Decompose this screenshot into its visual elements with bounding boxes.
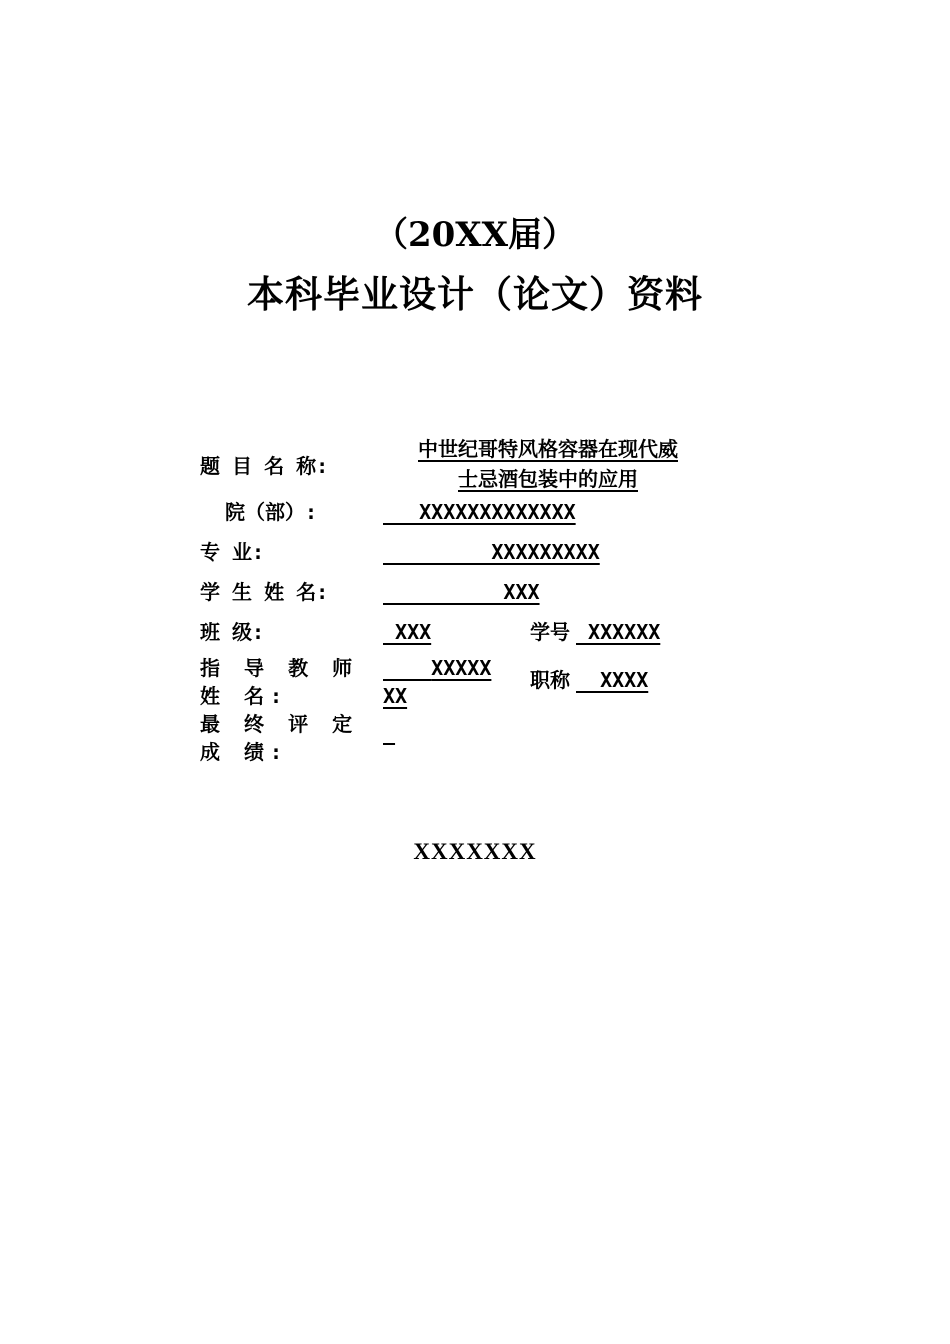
student-id-label: 学号 xyxy=(530,620,570,644)
topic-value-line2: 士忌酒包装中的应用 xyxy=(458,467,638,491)
year-heading: （20XX届） xyxy=(373,215,577,255)
advisor-title-value: XXXX xyxy=(576,668,649,692)
topic-value xyxy=(383,434,713,494)
student-name-label: 学 生 姓 名: xyxy=(200,580,329,604)
footer-text: XXXXXXX xyxy=(413,839,537,864)
class-label: 班 级: xyxy=(200,620,265,644)
student-name-value: XXX xyxy=(383,580,540,604)
department-value: XXXXXXXXXXXXX xyxy=(383,500,576,524)
advisor-title-label: 职称 xyxy=(530,668,570,692)
page-title: 本科毕业设计（论文）资料 xyxy=(247,273,703,316)
department-label: 院（部）: xyxy=(225,500,318,524)
major-value: XXXXXXXXX xyxy=(383,540,600,564)
advisor-label: 指 导 教 师 姓 名: xyxy=(200,656,359,708)
topic-label: 题 目 名 称: xyxy=(200,454,329,478)
student-id-value: XXXXXX xyxy=(576,620,661,644)
class-value: XXX xyxy=(383,620,432,644)
final-grade-label: 最 终 评 定 成 绩: xyxy=(200,712,359,764)
major-label: 专 业: xyxy=(200,540,265,564)
final-grade-value xyxy=(383,718,395,746)
advisor-value: XXXXXXX xyxy=(383,656,492,708)
topic-value-line1: 中世纪哥特风格容器在现代威 xyxy=(418,437,678,461)
